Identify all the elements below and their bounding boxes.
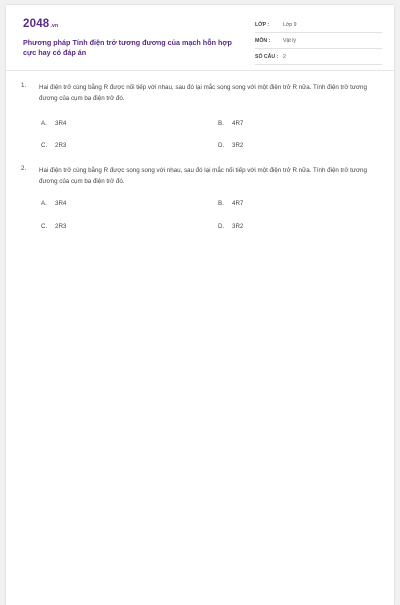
option-label: A. [41,120,47,127]
document-title: Phương pháp Tính điện trở tương đương của mạch hỗn hợp cực hay có đáp án [23,38,232,57]
option-value: 2R3 [55,142,67,149]
question-number: 1. [21,82,27,89]
brand-suffix: .vn [50,23,59,29]
brand-name: 2048 [23,18,50,30]
option-value: 3R4 [55,120,67,127]
worksheet-page [6,5,394,605]
meta-value: 2 [283,54,286,60]
option-label: B. [218,120,224,127]
meta-key: LỚP : [255,22,270,28]
option-d[interactable] [218,223,243,230]
meta-row-class [255,17,382,33]
option-b[interactable] [218,200,243,207]
option-d[interactable] [218,142,243,149]
meta-key: MÔN : [255,38,271,44]
meta-value: Lớp 9 [283,22,297,28]
option-label: D. [218,223,225,230]
option-label: D. [218,142,225,149]
option-b[interactable] [218,120,243,127]
option-label: C. [41,142,48,149]
option-value: 4R7 [232,200,244,207]
meta-row-count [255,49,382,65]
brand-logo[interactable] [23,18,58,30]
option-value: 3R2 [232,142,244,149]
question-number: 2. [21,165,27,172]
meta-value: Vật lý [283,38,296,44]
option-c[interactable] [41,223,66,230]
option-a[interactable] [41,200,66,207]
worksheet-header [6,5,394,67]
option-value: 3R2 [232,223,244,230]
option-value: 4R7 [232,120,244,127]
header-divider [6,70,394,71]
option-value: 3R4 [55,200,67,207]
meta-key: SỐ CÂU : [255,54,279,60]
question-text: Hai điện trở cùng bằng R được song song với nhau, sau đó lại mắc nối tiếp với một điện trở R nữa. Tính điện trở tương đương của cụm ba điện trở đó. [39,167,367,185]
meta-row-subject [255,33,382,49]
option-label: B. [218,200,224,207]
option-label: C. [41,223,48,230]
question-text: Hai điện trở cùng bằng R được nối tiếp với nhau, sau đó lại mắc song song với một điện trở R nữa. Tính điện trở tương đương của cụm ba điện trở đó. [39,84,367,102]
option-value: 2R3 [55,223,67,230]
option-label: A. [41,200,47,207]
option-c[interactable] [41,142,66,149]
option-a[interactable] [41,120,66,127]
